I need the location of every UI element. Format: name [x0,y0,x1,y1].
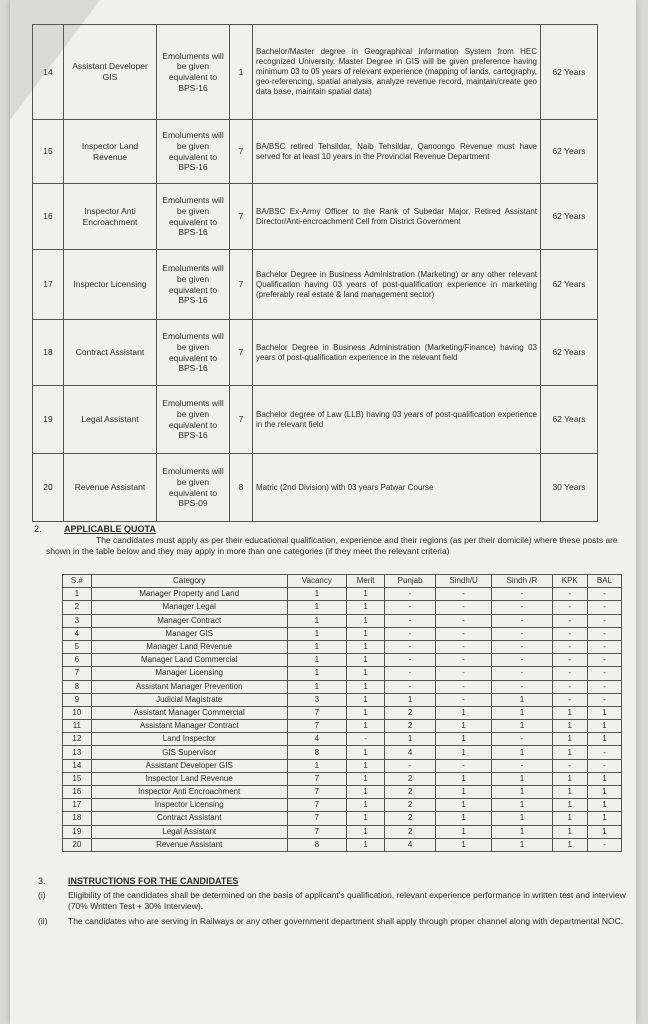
quota-cell: 1 [435,812,491,825]
quota-cell: 1 [492,693,552,706]
quota-cell: - [587,601,621,614]
quota-cell: Inspector Land Revenue [91,772,287,785]
quota-header-cell: Category [91,575,287,588]
quota-cell: 6 [63,654,92,667]
post-qualification: Bachelor/Master degree in Geographical Information System from HEC recognized University. Master Degree in GIS will be given preference having minimum 03 to 05 years of relevant experience (mapping of lands, cartography, geo-referencing, spatial analysis, analyze revenue record, maintain/create geo data base, maintain spatial data) [253,25,541,120]
post-sno: 19 [33,386,64,454]
post-pay-scale: Emoluments will be given equivalent to BPS-16 [157,120,230,184]
quota-cell: - [492,640,552,653]
quota-cell: - [492,601,552,614]
quota-cell: 8 [63,680,92,693]
post-vacancy: 8 [230,454,253,522]
post-age-limit: 62 Years [541,386,598,454]
quota-row [63,733,622,746]
quota-cell: 8 [287,838,346,851]
quota-header-cell: Sindh /R [492,575,552,588]
post-row [33,25,598,120]
instruction-text: The candidates who are serving in Railways or any other government department shall apply through proper channel along with departmental NOC. [68,916,624,927]
quota-cell: 1 [346,746,384,759]
quota-cell: 2 [385,799,435,812]
instruction-number: (ii) [38,916,48,927]
quota-cell: - [587,693,621,706]
quota-cell: 7 [287,799,346,812]
quota-cell: Manager Legal [91,601,287,614]
quota-cell: 1 [346,825,384,838]
quota-cell: 1 [492,786,552,799]
quota-cell: Contract Assistant [91,812,287,825]
quota-cell: 1 [587,706,621,719]
quota-cell: 7 [287,706,346,719]
post-age-limit: 62 Years [541,184,598,250]
quota-row [63,588,622,601]
quota-cell: - [587,838,621,851]
quota-cell: 1 [346,759,384,772]
instructions-title: INSTRUCTIONS FOR THE CANDIDATES [68,876,239,886]
quota-cell: Assistant Manager Commercial [91,706,287,719]
post-pay-scale: Emoluments will be given equivalent to BPS-16 [157,25,230,120]
post-qualification: Matric (2nd Division) with 03 years Patwar Course [253,454,541,522]
quota-cell: Manager Contract [91,614,287,627]
instruction-text: Eligibility of the candidates shall be determined on the basis of applicant's qualification, relevant experience performance in written test and interview (70% Written Test + 30% Interview). [68,890,626,912]
post-pay-scale: Emoluments will be given equivalent to BPS-09 [157,454,230,522]
quota-row [63,667,622,680]
quota-cell: - [435,614,491,627]
post-sno: 20 [33,454,64,522]
quota-header-cell: Vacancy [287,575,346,588]
quota-cell: - [385,667,435,680]
quota-cell: 14 [63,759,92,772]
quota-row [63,706,622,719]
post-vacancy: 7 [230,120,253,184]
quota-row [63,720,622,733]
quota-cell: 1 [492,720,552,733]
quota-cell: 13 [63,746,92,759]
quota-cell: 1 [346,654,384,667]
quota-cell: 1 [287,601,346,614]
quota-cell: - [552,627,587,640]
quota-cell: 2 [385,825,435,838]
quota-row [63,640,622,653]
quota-cell: 16 [63,786,92,799]
quota-cell: - [552,614,587,627]
post-row [33,386,598,454]
quota-cell: 1 [552,838,587,851]
quota-cell: 1 [492,772,552,785]
quota-cell: - [552,588,587,601]
quota-cell: 1 [287,759,346,772]
quota-cell: 1 [287,680,346,693]
quota-cell: 15 [63,772,92,785]
quota-cell: 1 [287,627,346,640]
quota-cell: 1 [346,812,384,825]
post-vacancy: 7 [230,250,253,320]
quota-cell: 1 [552,786,587,799]
post-sno: 16 [33,184,64,250]
quota-row [63,786,622,799]
post-sno: 15 [33,120,64,184]
quota-cell: 1 [492,706,552,719]
quota-cell: - [346,733,384,746]
quota-cell: 7 [63,667,92,680]
quota-cell: - [552,667,587,680]
quota-cell: 1 [385,693,435,706]
post-row [33,454,598,522]
quota-cell: - [435,693,491,706]
post-sno: 14 [33,25,64,120]
quota-intro: The candidates must apply as per their educational qualification, experience and their regions (as per their domicile) where these posts are shown in the table below and they may apply in more than one categories (if they meet the relevant criteria) [46,535,618,557]
quota-cell: 1 [346,640,384,653]
quota-cell: 4 [63,627,92,640]
post-pay-scale: Emoluments will be given equivalent to BPS-16 [157,386,230,454]
quota-cell: - [385,614,435,627]
quota-cell: 4 [385,746,435,759]
quota-cell: 1 [346,838,384,851]
quota-cell: - [385,588,435,601]
post-row [33,250,598,320]
quota-cell: 1 [435,786,491,799]
post-row [33,184,598,250]
post-pay-scale: Emoluments will be given equivalent to BPS-16 [157,320,230,386]
post-age-limit: 62 Years [541,320,598,386]
quota-cell: - [435,627,491,640]
quota-cell: Inspector Anti Encroachment [91,786,287,799]
post-age-limit: 62 Years [541,25,598,120]
quota-cell: - [385,640,435,653]
quota-cell: - [552,601,587,614]
quota-cell: Revenue Assistant [91,838,287,851]
quota-cell: - [492,667,552,680]
quota-cell: - [587,588,621,601]
quota-cell: 1 [587,825,621,838]
quota-cell: Manager GIS [91,627,287,640]
quota-cell: 1 [435,772,491,785]
quota-cell: 7 [287,825,346,838]
quota-cell: - [385,654,435,667]
quota-cell: 2 [385,772,435,785]
quota-cell: 2 [385,706,435,719]
quota-cell: 1 [552,812,587,825]
post-qualification: BA/BSC retired Tehsildar, Naib Tehsildar, Qanoongo Revenue must have served for at least 10 years in the Provincial Revenue Department [253,120,541,184]
quota-cell: 1 [435,746,491,759]
quota-cell: - [435,680,491,693]
quota-cell: - [385,680,435,693]
quota-cell: 19 [63,825,92,838]
quota-cell: 2 [385,720,435,733]
quota-cell: 1 [346,693,384,706]
quota-header-cell: S.# [63,575,92,588]
quota-cell: - [492,654,552,667]
quota-table [62,574,622,852]
document-page [10,0,636,1024]
instructions-list [38,890,638,931]
quota-cell: 1 [492,838,552,851]
quota-cell: - [587,667,621,680]
quota-row [63,799,622,812]
quota-cell: 1 [346,667,384,680]
post-qualification: Bachelor Degree in Business Administration (Marketing) or any other relevant Qualification having 03 years of post-qualification experience in marketing (preferably real estate & land management sector) [253,250,541,320]
quota-cell: 1 [346,720,384,733]
quota-cell: 1 [287,654,346,667]
quota-row [63,759,622,772]
quota-cell: 1 [552,733,587,746]
post-name: Contract Assistant [64,320,157,386]
quota-cell: 1 [587,799,621,812]
quota-cell: 1 [385,733,435,746]
quota-number: 2. [34,524,42,534]
quota-cell: 7 [287,786,346,799]
quota-cell: - [587,627,621,640]
post-qualification: BA/BSC Ex-Army Officer to the Rank of Subedar Major, Retired Assistant Director/Anti-encroachment Cell from District Government [253,184,541,250]
quota-cell: 1 [492,799,552,812]
quota-header-cell: BAL [587,575,621,588]
quota-cell: 1 [435,838,491,851]
quota-cell: 1 [435,799,491,812]
post-sno: 18 [33,320,64,386]
quota-row [63,838,622,851]
quota-header-cell: Sindh/U [435,575,491,588]
quota-cell: 8 [287,746,346,759]
quota-cell: 2 [385,812,435,825]
quota-cell: 1 [346,706,384,719]
quota-cell: 7 [287,812,346,825]
post-qualification: Bachelor degree of Law (LLB) having 03 years of post-qualification experience in the relevant field [253,386,541,454]
quota-cell: 12 [63,733,92,746]
post-name: Inspector Anti Encroachment [64,184,157,250]
quota-cell: 1 [552,706,587,719]
quota-cell: 1 [346,588,384,601]
quota-cell: 1 [587,786,621,799]
quota-cell: Judicial Magistrate [91,693,287,706]
quota-cell: 1 [63,588,92,601]
quota-cell: Assistant Manager Contract [91,720,287,733]
quota-cell: Land Inspector [91,733,287,746]
quota-row [63,772,622,785]
quota-row [63,746,622,759]
quota-cell: - [435,654,491,667]
quota-cell: 1 [587,772,621,785]
quota-row [63,693,622,706]
quota-cell: 20 [63,838,92,851]
post-vacancy: 7 [230,184,253,250]
quota-cell: 3 [63,614,92,627]
quota-cell: 18 [63,812,92,825]
quota-cell: Assistant Developer GIS [91,759,287,772]
quota-cell: - [552,693,587,706]
quota-cell: 1 [287,667,346,680]
quota-cell: 4 [287,733,346,746]
quota-header-cell: Merit [346,575,384,588]
quota-cell: 1 [435,733,491,746]
quota-cell: 1 [287,588,346,601]
quota-header-cell: KPK [552,575,587,588]
quota-cell: Manager Land Revenue [91,640,287,653]
quota-cell: Manager Land Commercial [91,654,287,667]
quota-cell: 4 [385,838,435,851]
quota-cell: GIS Supervisor [91,746,287,759]
quota-row [63,812,622,825]
post-vacancy: 7 [230,320,253,386]
quota-cell: 17 [63,799,92,812]
quota-cell: 1 [587,720,621,733]
quota-cell: 1 [552,746,587,759]
instructions-number: 3. [38,876,46,886]
quota-cell: 1 [435,720,491,733]
post-row [33,320,598,386]
post-age-limit: 62 Years [541,120,598,184]
quota-cell: - [552,680,587,693]
quota-cell: 3 [287,693,346,706]
post-vacancy: 1 [230,25,253,120]
quota-cell: 11 [63,720,92,733]
quota-cell: - [587,614,621,627]
quota-cell: 1 [492,825,552,838]
post-name: Revenue Assistant [64,454,157,522]
quota-cell: 7 [287,720,346,733]
post-age-limit: 30 Years [541,454,598,522]
quota-cell: - [492,614,552,627]
quota-row [63,601,622,614]
quota-cell: - [587,746,621,759]
quota-cell: 1 [287,614,346,627]
post-qualification: Bachelor Degree in Business Administration (Marketing/Finance) having 03 years of post-qualification experience in the relevant field [253,320,541,386]
quota-title: APPLICABLE QUOTA [64,524,156,534]
quota-row [63,627,622,640]
quota-cell: 1 [346,680,384,693]
quota-cell: 1 [587,733,621,746]
quota-cell: - [385,627,435,640]
instructions-heading [38,876,238,886]
quota-cell: - [552,654,587,667]
quota-cell: - [587,759,621,772]
quota-cell: 10 [63,706,92,719]
quota-cell: 1 [552,825,587,838]
quota-cell: - [552,640,587,653]
post-name: Inspector Land Revenue [64,120,157,184]
quota-cell: 1 [492,746,552,759]
quota-cell: 1 [346,627,384,640]
post-name: Inspector Licensing [64,250,157,320]
quota-cell: - [385,601,435,614]
quota-cell: 1 [492,812,552,825]
quota-cell: 5 [63,640,92,653]
quota-cell: 1 [346,601,384,614]
quota-cell: 1 [346,772,384,785]
quota-cell: - [385,759,435,772]
quota-cell: 2 [63,601,92,614]
quota-cell: Assistant Manager Prevention [91,680,287,693]
quota-row [63,680,622,693]
quota-cell: - [435,588,491,601]
quota-cell: - [552,759,587,772]
quota-cell: 7 [287,772,346,785]
quota-cell: Manager Property and Land [91,588,287,601]
post-age-limit: 62 Years [541,250,598,320]
quota-cell: - [492,588,552,601]
quota-cell: 1 [346,614,384,627]
post-pay-scale: Emoluments will be given equivalent to BPS-16 [157,250,230,320]
quota-cell: 1 [552,799,587,812]
post-pay-scale: Emoluments will be given equivalent to BPS-16 [157,184,230,250]
quota-cell: 1 [587,812,621,825]
post-vacancy: 7 [230,386,253,454]
quota-cell: 1 [435,706,491,719]
quota-heading [34,524,156,534]
post-name: Assistant Developer GIS [64,25,157,120]
quota-header-cell: Punjab [385,575,435,588]
quota-cell: - [492,759,552,772]
quota-cell: Legal Assistant [91,825,287,838]
quota-cell: 1 [435,825,491,838]
post-row [33,120,598,184]
post-name: Legal Assistant [64,386,157,454]
quota-cell: 1 [552,772,587,785]
quota-cell: - [587,680,621,693]
instruction-number: (i) [38,890,46,900]
post-sno: 17 [33,250,64,320]
quota-cell: 2 [385,786,435,799]
quota-row [63,654,622,667]
quota-cell: - [587,640,621,653]
quota-cell: - [435,601,491,614]
quota-cell: 1 [552,720,587,733]
quota-cell: - [492,680,552,693]
quota-cell: 9 [63,693,92,706]
instruction-item [38,916,638,927]
quota-row [63,614,622,627]
quota-cell: - [435,759,491,772]
quota-row [63,825,622,838]
quota-cell: - [587,654,621,667]
quota-cell: - [492,627,552,640]
posts-table [32,24,598,522]
quota-cell: - [492,733,552,746]
quota-cell: - [435,640,491,653]
quota-cell: 1 [346,799,384,812]
quota-cell: - [435,667,491,680]
quota-cell: Inspector Licensing [91,799,287,812]
quota-cell: Manager Licensing [91,667,287,680]
quota-cell: 1 [346,786,384,799]
quota-cell: 1 [287,640,346,653]
instruction-item [38,890,638,912]
